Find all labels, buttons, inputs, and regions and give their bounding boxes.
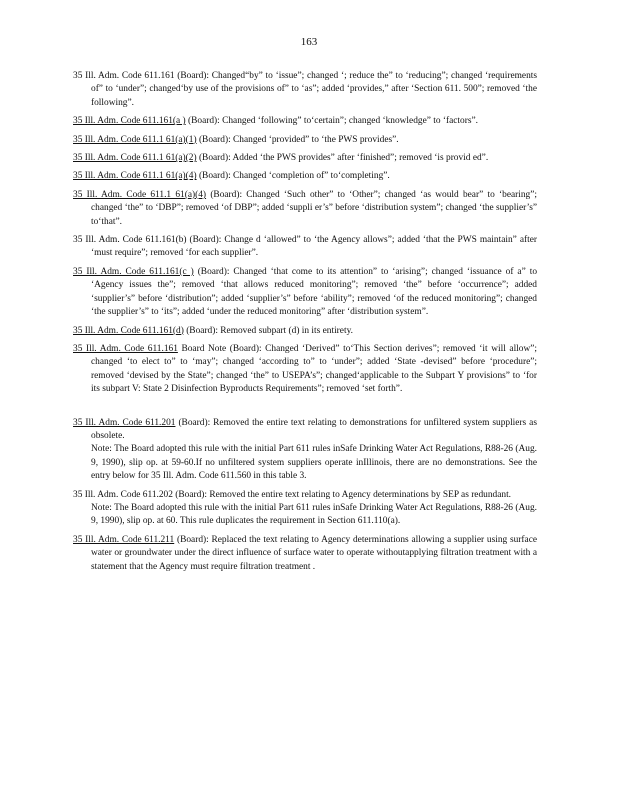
table-entry bbox=[73, 152, 537, 165]
table-entry bbox=[73, 189, 537, 229]
entry-citation: 35 Ill. Adm. Code 611.202 (Board): bbox=[73, 489, 208, 500]
entry-citation: 35 Ill. Adm. Code 611.161 bbox=[73, 343, 178, 354]
table-entry bbox=[73, 170, 537, 183]
entry-text: (Board): Changed ‘Such other” to ‘Other”; changed ‘as would bear” to ‘bearing”; changed ‘the” to ‘DBP”; removed ‘of DBP”; added ‘suppli er’s” before ‘distribution system”; changed ‘the supplier’s” to‘that”. bbox=[91, 189, 538, 227]
table-entry bbox=[73, 115, 537, 128]
entry-citation: 35 Ill. Adm. Code 611.161(a ) bbox=[73, 116, 186, 127]
entry-text: (Board): Changed ‘that come to its attention” to ‘arising”; changed ‘issuance of a” to ‘Agency issues the”; removed ‘that allows reduced monitoring”; removed ‘the” before ‘occurrence”; added ‘supplier’s” before ‘distribution”; added ‘supplier’s” before ‘ability”; removed ‘of the reduced monitoring”; changed ‘the supplier’s” to ‘its”; added ‘under the reduced monitoring” after ‘distribution system”. bbox=[91, 266, 538, 318]
entry-citation: 35 Ill. Adm. Code 611.211 bbox=[73, 534, 175, 545]
table-entry bbox=[73, 343, 537, 397]
entry-text: (Board): Removed subpart (d) in its entirety. bbox=[186, 325, 353, 336]
entry-text: (Board): Added ‘the PWS provides” after ‘finished”; removed ‘is provid ed”. bbox=[198, 153, 489, 164]
table-entry bbox=[73, 489, 537, 529]
entry-citation: 35 Ill. Adm. Code 611.201 bbox=[73, 417, 176, 428]
entry-citation: 35 Ill. Adm. Code 611.161(b) (Board): bbox=[73, 235, 222, 246]
entry-text: Change d ‘allowed” to ‘the Agency allows”; added ‘that the PWS maintain” after ‘must require”; removed ‘for each supplier”. bbox=[91, 235, 538, 259]
section-gap bbox=[73, 402, 537, 417]
entry-note: Note: The Board adopted this rule with the initial Part 611 rules inSafe Drinking Water Act Regulations, R88-26 (Aug. 9, 1990), slip op. at 59-60.If no unfiltered system suppliers operate inIllinois, there are no demonstrations. See the entry below for 35 Ill. Adm. Code 611.560 in this table 3. bbox=[91, 444, 537, 482]
entry-citation: 35 Ill. Adm. Code 611.1 61(a)(4) bbox=[73, 171, 197, 182]
entry-citation: 35 Ill. Adm. Code 611.1 61(a)(4) bbox=[73, 189, 207, 200]
entry-text: (Board): Changed ‘completion of” to‘completing”. bbox=[198, 171, 390, 182]
entry-citation: 35 Ill. Adm. Code 611.1 61(a)(1) bbox=[73, 134, 197, 145]
table-entry bbox=[73, 134, 537, 147]
table-entry bbox=[73, 266, 537, 320]
table-entry bbox=[73, 417, 537, 484]
entry-citation: 35 Ill. Adm. Code 611.1 61(a)(2) bbox=[73, 153, 197, 164]
entry-citation: 35 Ill. Adm. Code 611.161(c ) bbox=[73, 266, 194, 277]
table-entry bbox=[73, 234, 537, 261]
entry-text: (Board): Changed ‘following” to‘certain”; changed ‘knowledge” to ‘factors”. bbox=[188, 116, 479, 127]
table-entry bbox=[73, 325, 537, 338]
table-entry bbox=[73, 534, 537, 574]
entry-note: Note: The Board adopted this rule with the initial Part 611 rules inSafe Drinking Water Act Regulations, R88-26 (Aug. 9, 1990), slip op. at 60. This rule duplicates the requirement in Section 611.110(a). bbox=[91, 502, 537, 527]
entry-citation: 35 Ill. Adm. Code 611.161 (Board): bbox=[73, 71, 210, 81]
entry-text: Changed“by” to ‘issue”; changed ‘; reduce the” to ‘reducing”; changed ‘requirements of” to ‘under”; changed‘by use of the provisions of” to ‘as”; added ‘provides,” after ‘Section 611. 500”; removed ‘the following”. bbox=[91, 71, 538, 108]
page-number: 163 bbox=[300, 36, 318, 48]
entry-text: (Board): Changed ‘provided” to ‘the PWS provides”. bbox=[198, 134, 399, 145]
entry-text: Board Note (Board): Changed ‘Derived” to‘This Section derives”; removed ‘it will allow”; changed ‘to elect to” to ‘may”; changed ‘according to” to ‘under”; added ‘State -devised” before ‘procedure”; removed ‘devised by the State”; changed ‘the” to USEPA’s”; changed‘applicable to the Subpart Y provisions” to ‘for its subpart V: State 2 Disinfection Byproducts Requirements”; removed ‘set forth”. bbox=[91, 343, 537, 395]
entry-text: (Board): Replaced the text relating to Agency determinations allowing a supplier using surface water or groundwater under the direct influence of surface water to operate withoutapplying filtration treatment with a statement that the Agency must require filtration treatment . bbox=[91, 534, 538, 572]
entry-text: (Board): Removed the entire text relating to demonstrations for unfiltered system suppliers as obsolete. bbox=[91, 417, 537, 441]
entry-text: Removed the entire text relating to Agency determinations by SEP as redundant. bbox=[209, 489, 512, 500]
table-entry bbox=[73, 70, 537, 110]
document-body bbox=[73, 70, 537, 579]
entry-citation: 35 Ill. Adm. Code 611.161(d) bbox=[73, 325, 184, 336]
